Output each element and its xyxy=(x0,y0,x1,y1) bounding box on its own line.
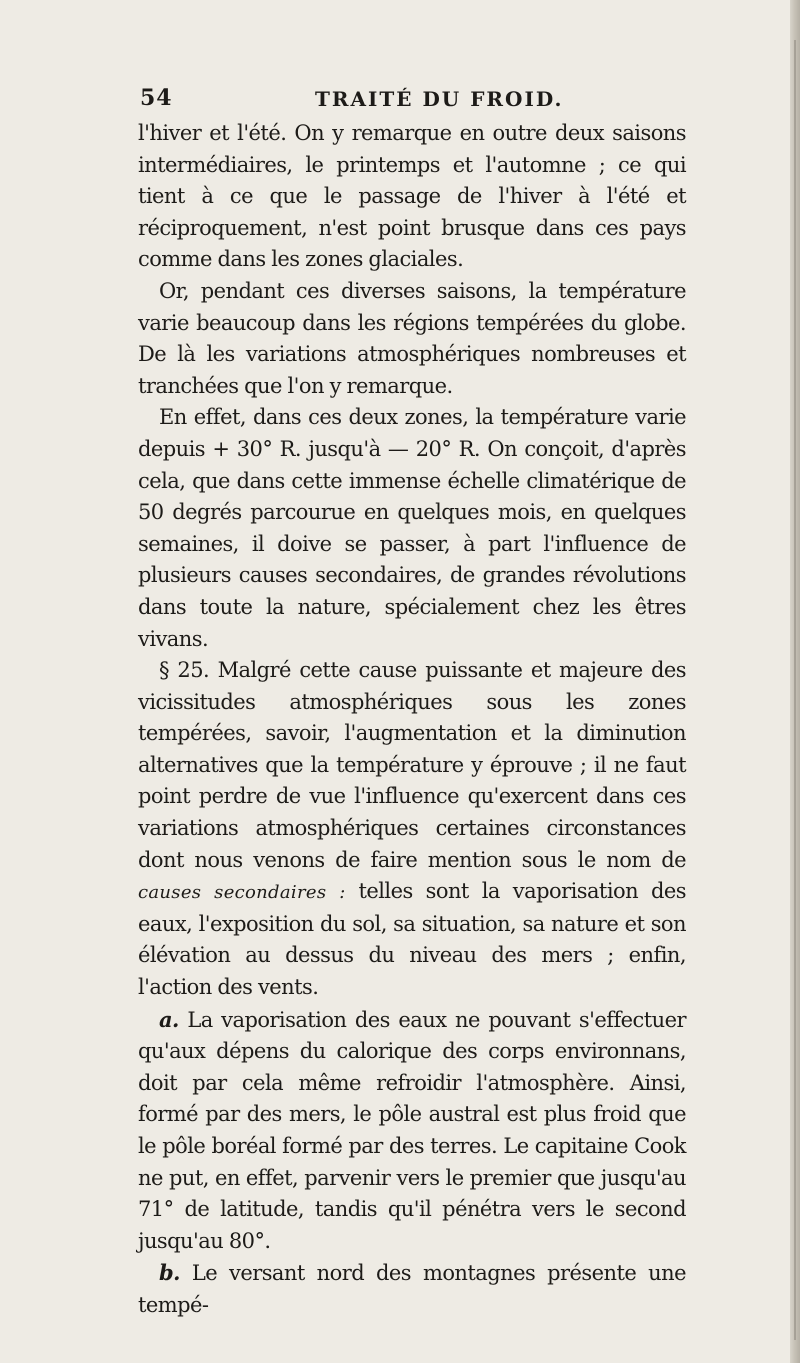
page-edge xyxy=(790,0,800,1363)
page-number: 54 xyxy=(140,85,173,111)
edge-shadow-line xyxy=(794,40,796,1340)
paragraph-5-marker: a. xyxy=(159,1006,179,1032)
body-text xyxy=(138,118,686,1322)
paragraph-1: l'hiver et l'été. On y remarque en outre deux saisons intermédiaires, le printemps et l'automne ; ce qui tient à ce que le passage de l'hiver à l'été et réciproquement, n'est point brusque dans ces pays comme dans les zones glaciales. xyxy=(138,121,686,272)
paragraph-6 xyxy=(138,1257,686,1321)
paragraph-3: En effet, dans ces deux zones, la température varie depuis + 30° R. jusqu'à — 20° R. On conçoit, d'après cela, que dans cette immense échelle climatérique de 50 degrés parcourue en quelques mois, en quelques semaines, il doive se passer, à part l'influence de plusieurs causes secondaires, de grandes révolutions dans toute la nature, spécialement chez les êtres vivans. xyxy=(138,405,686,651)
page-header xyxy=(140,85,680,119)
paragraph-5 xyxy=(138,1004,686,1258)
paragraph-5-text: La vaporisation des eaux ne pouvant s'effectuer qu'aux dépens du calorique des corps environnans, doit par cela même refroidir l'atmosphère. Ainsi, formé par des mers, le pôle austral est plus froid que le pôle boréal formé par des terres. Le capitaine Cook ne put, en effet, parvenir vers le premier que jusqu'au 71° de latitude, tandis qu'il pénétra vers le second jusqu'au 80°. xyxy=(138,1007,686,1253)
paragraph-4-text-end: telles sont la vaporisation des eaux, l'exposition du sol, sa situation, sa nature et son élévation au dessus du niveau des mers ; enfin, l'action des vents. xyxy=(138,879,686,1000)
running-head: TRAITÉ DU FROID. xyxy=(315,87,564,111)
paragraph-6-text: Le versant nord des montagnes présente une tempé- xyxy=(138,1261,686,1317)
term-causes-secondaires: causes secondaires : xyxy=(138,882,346,904)
paragraph-4 xyxy=(138,655,686,1004)
paragraph-2: Or, pendant ces diverses saisons, la température varie beaucoup dans les régions tempérées du globe. De là les variations atmosphériques nombreuses et tranchées que l'on y remarque. xyxy=(138,278,686,398)
paragraph-6-marker: b. xyxy=(159,1260,180,1286)
paragraph-4-text-start: § 25. Malgré cette cause puissante et majeure des vicissitudes atmosphériques sous les zones tempérées, savoir, l'augmentation et la diminution alternatives que la température y éprouve ; il ne faut point perdre de vue l'influence qu'exercent dans ces variations atmosphériques certaines circonstances dont nous venons de faire mention sous le nom de xyxy=(138,658,686,872)
